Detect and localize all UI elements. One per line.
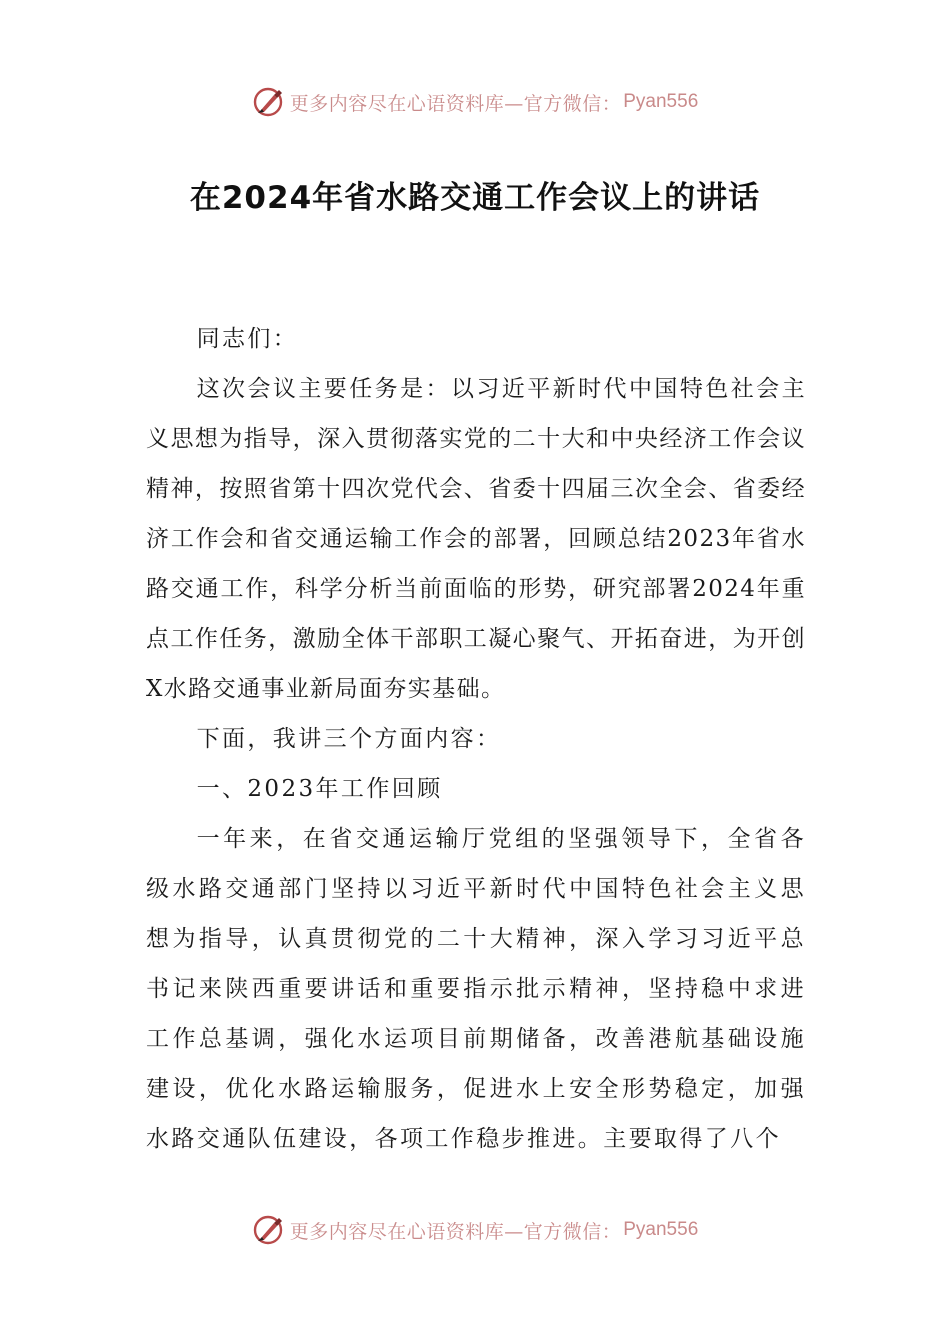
section-heading: 一、2023年工作回顾 [196, 776, 443, 802]
watermark-text: 更多内容尽在心语资料库—官方微信： [289, 1220, 622, 1243]
body-paragraph: 下面，我讲三个方面内容： [196, 726, 502, 752]
watermark-wechat-id: Pyan556 [623, 1219, 699, 1240]
salutation-paragraph: 同志们： [196, 326, 299, 352]
body-paragraph: 这次会议主要任务是：以习近平新时代中国特色社会主义思想为指导，深入贯彻落实党的二十大和中央经济工作会议精神，按照省第十四次党代会、省委十四届三次全会、省委经济工作会和省交通运输工作会的部署，回顾总结2023年省水路交通工作，科学分析当前面临的形势，研究部署2024年重点工作任务，激励全体干部职工凝心聚气、开拓奋进，为开创X水路交通事业新局面夯实基础。 [146, 376, 806, 702]
watermark-banner-top [0, 82, 950, 122]
watermark-banner-bottom [0, 1210, 950, 1250]
pen-logo-icon [252, 1213, 286, 1247]
watermark-text: 更多内容尽在心语资料库—官方微信： [289, 92, 622, 115]
document-body [146, 314, 806, 1164]
document-title: 在2024年省水路交通工作会议上的讲话 [189, 180, 761, 216]
watermark-wechat-id: Pyan556 [623, 91, 699, 112]
body-paragraph: 一年来，在省交通运输厅党组的坚强领导下，全省各级水路交通部门坚持以习近平新时代中国特色社会主义思想为指导，认真贯彻党的二十大精神，深入学习习近平总书记来陕西重要讲话和重要指示批示精神，坚持稳中求进工作总基调，强化水运项目前期储备，改善港航基础设施建设，优化水路运输服务，促进水上安全形势稳定，加强水路交通队伍建设，各项工作稳步推进。主要取得了八个 [146, 826, 806, 1152]
pen-logo-icon [252, 85, 286, 119]
